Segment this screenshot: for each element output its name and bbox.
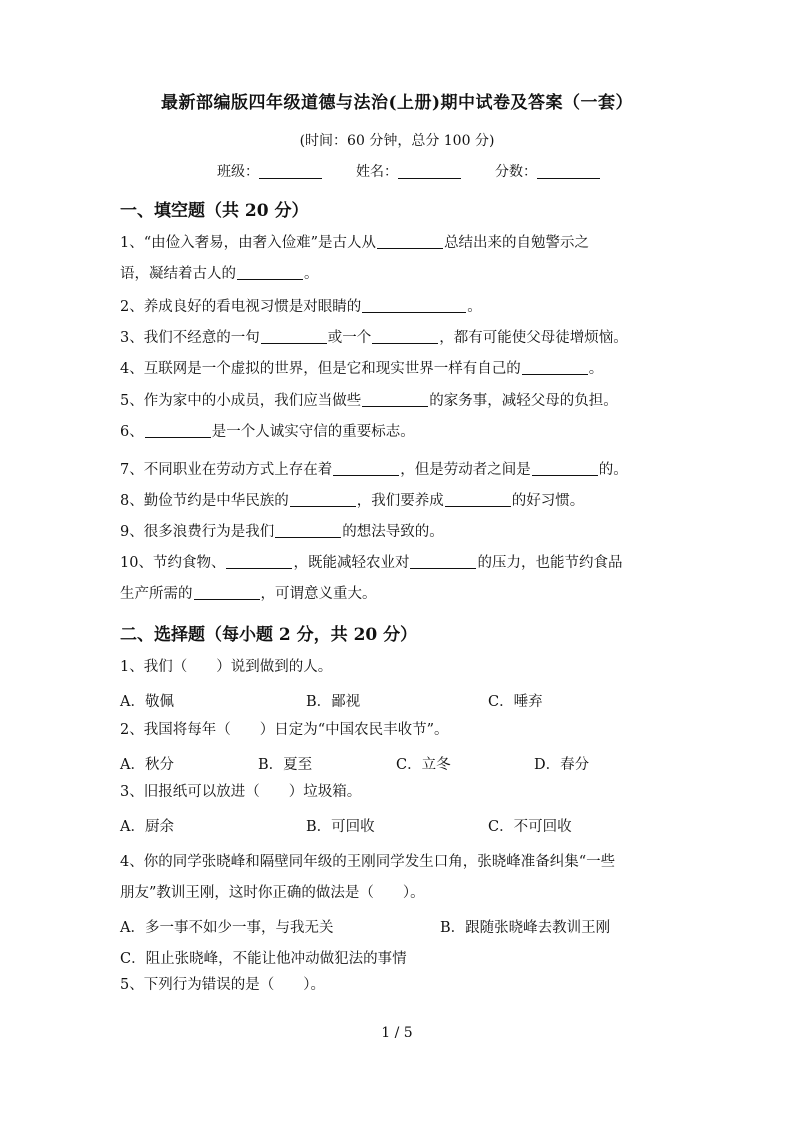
fill-question-1 <box>120 228 680 290</box>
q5-text-a: 5、作为家中的小成员，我们应当做些 <box>120 393 362 409</box>
q8-blank-1[interactable] <box>290 491 356 507</box>
q1-text-b: 总结出来的自勉警示之 <box>444 235 590 251</box>
q6-blank-1[interactable] <box>145 422 211 438</box>
q3-option-a[interactable]: A．厨余 <box>120 819 174 835</box>
q4-stem-line-2: 朋友”教训王刚，这时你正确的做法是（ ）。 <box>120 885 425 901</box>
fill-question-4 <box>120 354 680 385</box>
q1-option-a[interactable]: A．敬佩 <box>120 694 174 710</box>
q10-blank-1[interactable] <box>226 553 292 569</box>
fill-question-6 <box>120 417 680 448</box>
q3-option-b[interactable]: B．可回收 <box>306 819 375 835</box>
q10-blank-2[interactable] <box>410 553 476 569</box>
q1-option-c[interactable]: C．唾弃 <box>488 694 543 710</box>
q10-text-d: 生产所需的 <box>120 586 193 602</box>
q3-option-c[interactable]: C．不可回收 <box>488 819 572 835</box>
choice-question-3-stem: 3、旧报纸可以放进（ ）垃圾箱。 <box>120 784 362 800</box>
fill-question-5 <box>120 386 680 417</box>
q4-option-a[interactable]: A．多一事不如少一事，与我无关 <box>120 920 334 936</box>
q2-text-a: 2、养成良好的看电视习惯是对眼睛的 <box>120 299 362 315</box>
page-number: 1 / 5 <box>381 1025 413 1041</box>
q6-text-b: 是一个人诚实守信的重要标志。 <box>211 424 415 440</box>
q7-text-a: 7、不同职业在劳动方式上存在着 <box>120 462 333 478</box>
q1-option-b[interactable]: B．鄙视 <box>306 694 361 710</box>
fill-question-10 <box>120 548 680 610</box>
q8-text-c: 的好习惯。 <box>511 493 585 509</box>
q10-text-e: ，可谓意义重大。 <box>260 586 377 602</box>
class-label: 班级： <box>217 164 259 180</box>
q3-blank-1[interactable] <box>261 328 327 344</box>
q9-text-b: 的想法导致的。 <box>342 524 444 540</box>
score-label: 分数： <box>495 164 537 180</box>
q1-text-a: 1、“由俭入奢易，由奢入俭难”是古人从 <box>120 235 377 251</box>
q2-option-c[interactable]: C．立冬 <box>396 757 451 773</box>
q8-blank-2[interactable] <box>445 491 511 507</box>
fill-question-3 <box>120 323 680 354</box>
page-title: 最新部编版四年级道德与法治(上册)期中试卷及答案（一套） <box>160 93 634 113</box>
fill-question-8 <box>120 486 680 517</box>
q4-option-b[interactable]: B．跟随张晓峰去教训王刚 <box>440 920 611 936</box>
q2-option-d[interactable]: D．春分 <box>534 757 590 773</box>
q7-blank-1[interactable] <box>333 460 399 476</box>
q4-blank-1[interactable] <box>522 359 588 375</box>
q1-blank-2[interactable] <box>237 264 303 280</box>
q5-blank-1[interactable] <box>362 391 428 407</box>
q2-blank-1[interactable] <box>362 297 466 313</box>
q8-text-b: ，我们要养成 <box>356 493 444 509</box>
choice-question-5-stem: 5、下列行为错误的是（ ）。 <box>120 977 325 993</box>
section-choice-heading: 二、选择题（每小题 2 分，共 20 分） <box>120 625 418 645</box>
q4-text-b: 。 <box>588 361 604 377</box>
q4-stem-line-1: 4、你的同学张晓峰和隔壁同年级的王刚同学发生口角，张晓峰准备纠集“一些 <box>120 854 616 870</box>
q4-option-c[interactable]: C．阻止张晓峰，不能让他冲动做犯法的事情 <box>120 951 407 967</box>
q2-option-a[interactable]: A．秋分 <box>120 757 174 773</box>
q10-text-b: ，既能减轻农业对 <box>293 555 410 571</box>
score-blank[interactable] <box>537 164 600 179</box>
q3-text-b: 或一个 <box>327 330 372 346</box>
exam-time-info: (时间：60 分钟，总分 100 分) <box>299 133 495 149</box>
q1-blank-1[interactable] <box>377 233 443 249</box>
fill-question-9 <box>120 517 680 548</box>
q3-text-c: ，都有可能使父母徒增烦恼。 <box>439 330 628 346</box>
q1-text-c: 语，凝结着古人的 <box>120 266 236 282</box>
q3-text-a: 3、我们不经意的一句 <box>120 330 260 346</box>
q6-text-a: 6、 <box>120 424 144 440</box>
q10-text-a: 10、节约食物、 <box>120 555 226 571</box>
q7-text-b: ，但是劳动者之间是 <box>400 462 531 478</box>
q10-text-c: 的压力，也能节约食品 <box>477 555 623 571</box>
choice-question-2-stem: 2、我国将每年（ ）日定为“中国农民丰收节”。 <box>120 722 449 738</box>
fill-question-2 <box>120 292 680 323</box>
q7-text-c: 的。 <box>598 462 628 478</box>
q3-blank-2[interactable] <box>372 328 438 344</box>
q10-blank-3[interactable] <box>194 584 260 600</box>
fill-question-7 <box>120 455 680 486</box>
section-fill-in-heading: 一、填空题（共 20 分） <box>120 201 309 221</box>
q2-option-b[interactable]: B．夏至 <box>258 757 313 773</box>
q5-text-b: 的家务事，减轻父母的负担。 <box>429 393 618 409</box>
q8-text-a: 8、勤俭节约是中华民族的 <box>120 493 289 509</box>
class-blank[interactable] <box>259 164 322 179</box>
q2-text-b: 。 <box>467 299 482 315</box>
q7-blank-2[interactable] <box>532 460 598 476</box>
choice-question-4-stem <box>120 847 680 909</box>
q1-text-d: 。 <box>304 266 319 282</box>
name-blank[interactable] <box>398 164 461 179</box>
choice-question-1-stem: 1、我们（ ）说到做到的人。 <box>120 659 333 675</box>
q4-text-a: 4、互联网是一个虚拟的世界，但是它和现实世界一样有自己的 <box>120 361 521 377</box>
q9-text-a: 9、很多浪费行为是我们 <box>120 524 275 540</box>
student-info-row <box>217 161 634 181</box>
q9-blank-1[interactable] <box>275 522 341 538</box>
name-label: 姓名： <box>356 164 398 180</box>
